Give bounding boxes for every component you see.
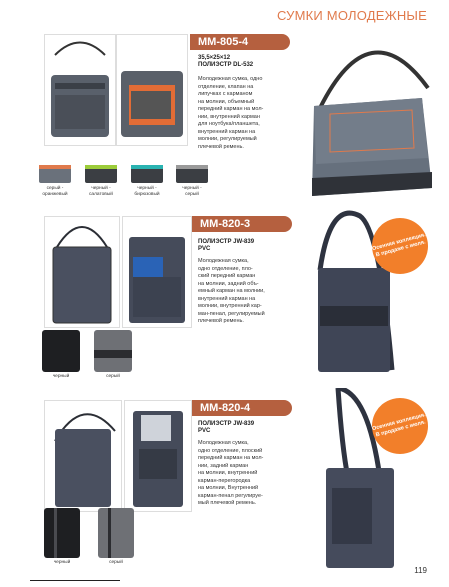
product-3-sticker: Осенняя коллекция. В продаже с июля. <box>366 392 435 461</box>
product-1-swatch-1: серый - оранжевый <box>38 160 72 198</box>
product-2-sticker: Осенняя коллекция. В продаже с июля. <box>366 212 435 281</box>
product-2-swatch-1: черный <box>40 328 82 380</box>
page-number: 119 <box>414 566 427 575</box>
product-3-material-2: PVC <box>198 428 211 434</box>
product-1-model-label: MM-805-4 <box>190 34 290 50</box>
product-1-detail-photo-1 <box>44 34 116 146</box>
product-3-model-label: MM-820-4 <box>192 400 292 416</box>
product-2-model-label: MM-820-3 <box>192 216 292 232</box>
footer-rule <box>30 580 120 581</box>
product-1-dimensions: 35,5×25×12 <box>198 55 231 61</box>
product-1-main-photo <box>300 28 440 198</box>
product-1-description: Молодежная сумка, одно отделение, клапан на липучках с карманом на молнии, объемный передний карман на мол- нии, внутренний карман для ноутбука/планшета, внутренний карман на молнии, регулируемый плечевой ремень. <box>198 76 264 150</box>
product-1-swatch-3: черный - бирюзовый <box>130 160 164 198</box>
product-3-swatch-1: черный <box>40 506 84 566</box>
product-1-material: ПОЛИЭСТР DL-532 <box>198 62 254 68</box>
product-2-detail-photo-2 <box>122 216 192 328</box>
section-title: СУМКИ МОЛОДЕЖНЫЕ <box>277 8 427 23</box>
product-2-material-1: ПОЛИЭСТР JW-839 <box>198 239 255 245</box>
product-2-swatch-2: серый <box>92 328 134 380</box>
product-1 <box>0 0 449 200</box>
product-2-material-2: PVC <box>198 246 211 252</box>
product-3-material-1: ПОЛИЭСТР JW-839 <box>198 421 255 427</box>
product-1-swatch-4: черный - серый <box>175 160 209 198</box>
product-3-description: Молодежная сумка, одно отделение, плоский передний карман на мол- нии, задний карман на молнии, внутренний карман-перегородка на молнии, Внутренний карман-пенал регулируе- мый плечевой ремень. <box>198 440 264 506</box>
product-2-description: Молодежная сумка, одно отделение, пло- ский передний карман на молнии, задний объ- емный карман на молнии, внутренний карман на молнии, внутренний кар- ман-пенал, регулируемый плечевой ремень. <box>198 258 265 324</box>
product-2-detail-photo-1 <box>44 216 120 328</box>
product-1-swatch-2: черный - салатовый <box>84 160 118 198</box>
product-2 <box>0 210 449 390</box>
product-3-detail-photo-2 <box>124 400 192 512</box>
product-3-detail-photo-1 <box>44 400 122 512</box>
product-3 <box>0 396 449 576</box>
product-3-swatch-2: серый <box>94 506 138 566</box>
product-1-detail-photo-2 <box>116 34 188 146</box>
